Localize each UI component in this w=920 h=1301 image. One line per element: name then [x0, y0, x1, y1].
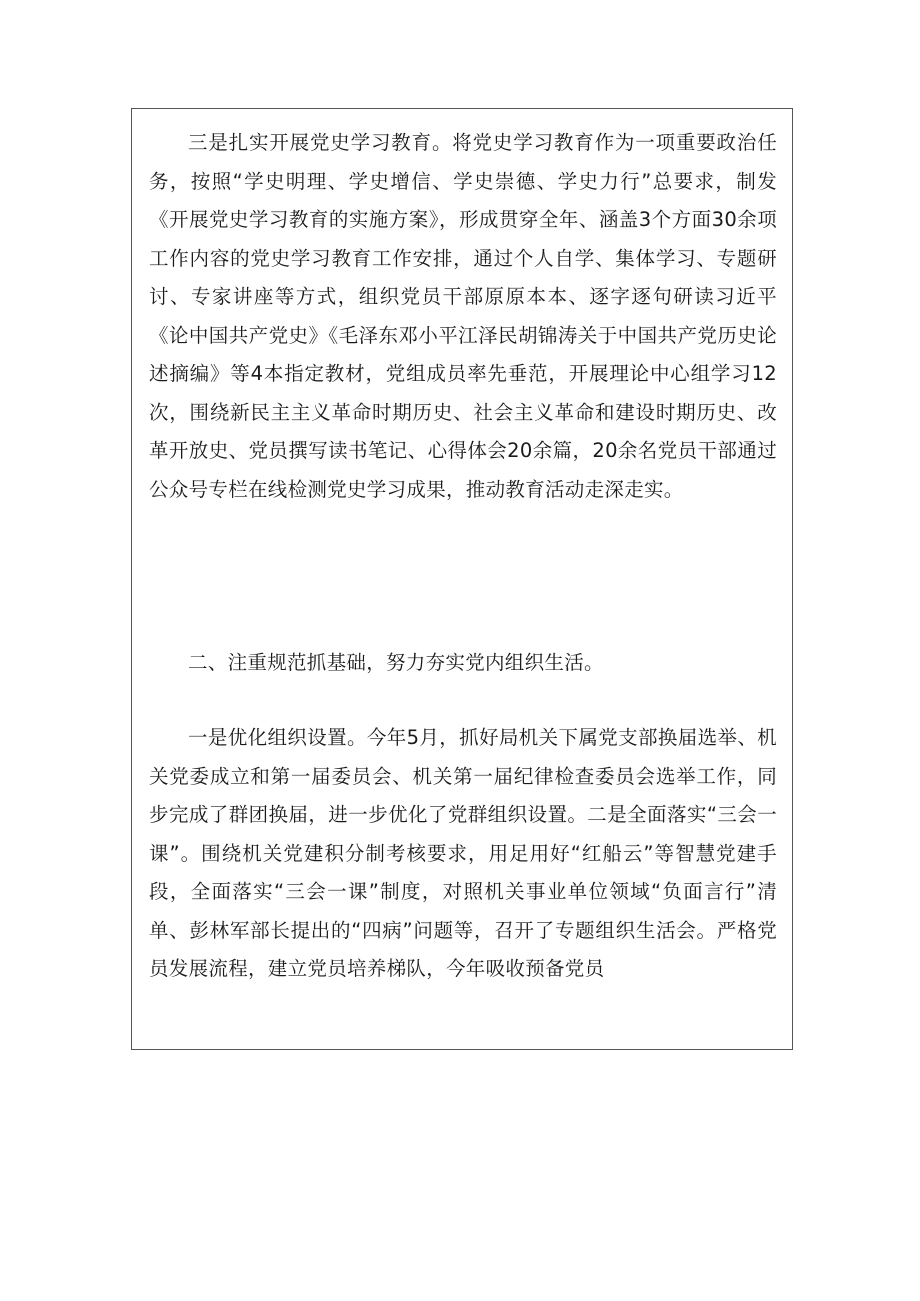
paragraph-organization-setup: 一是优化组织设置。今年5月，抓好局机关下属党支部换届选举、机关党委成立和第一届委员会、机关第一届纪律检查委员会选举工作，同步完成了群团换届，进一步优化了党群组织设置。二是全面落实“三会一课”。围绕机关党建积分制考核要求，用足用好“红船云”等智慧党建手段，全面落实“三会一课”制度，对照机关事业单位领域“负面言行”清单、彭林军部长提出的“四病”问题等，召开了专题组织生活会。严格党员发展流程，建立党员培养梯队，今年吸收预备党员 — [149, 726, 777, 980]
paragraph-party-history-education: 三是扎实开展党史学习教育。将党史学习教育作为一项重要政治任务，按照“学史明理、学史增信、学史崇德、学史力行”总要求，制发《开展党史学习教育的实施方案》，形成贯穿全年、涵盖3个方面30余项工作内容的党史学习教育工作安排，通过个人自学、集体学习、专题研讨、专家讲座等方式，组织党员干部原原本本、逐字逐句研读习近平《论中国共产党史》《毛泽东邓小平江泽民胡锦涛关于中国共产党历史论述摘编》等4本指定教材，党组成员率先垂范，开展理论中心组学习12次，围绕新民主主义革命时期历史、社会主义革命和建设时期历史、改革开放史、党员撰写读书笔记、心得体会20余篇，20余名党员干部通过公众号专栏在线检测党史学习成果，推动教育活动走深走实。 — [149, 131, 777, 501]
section-heading-organization-life: 二、注重规范抓基础，努力夯实党内组织生活。 — [188, 651, 604, 674]
content-frame — [131, 108, 793, 1050]
